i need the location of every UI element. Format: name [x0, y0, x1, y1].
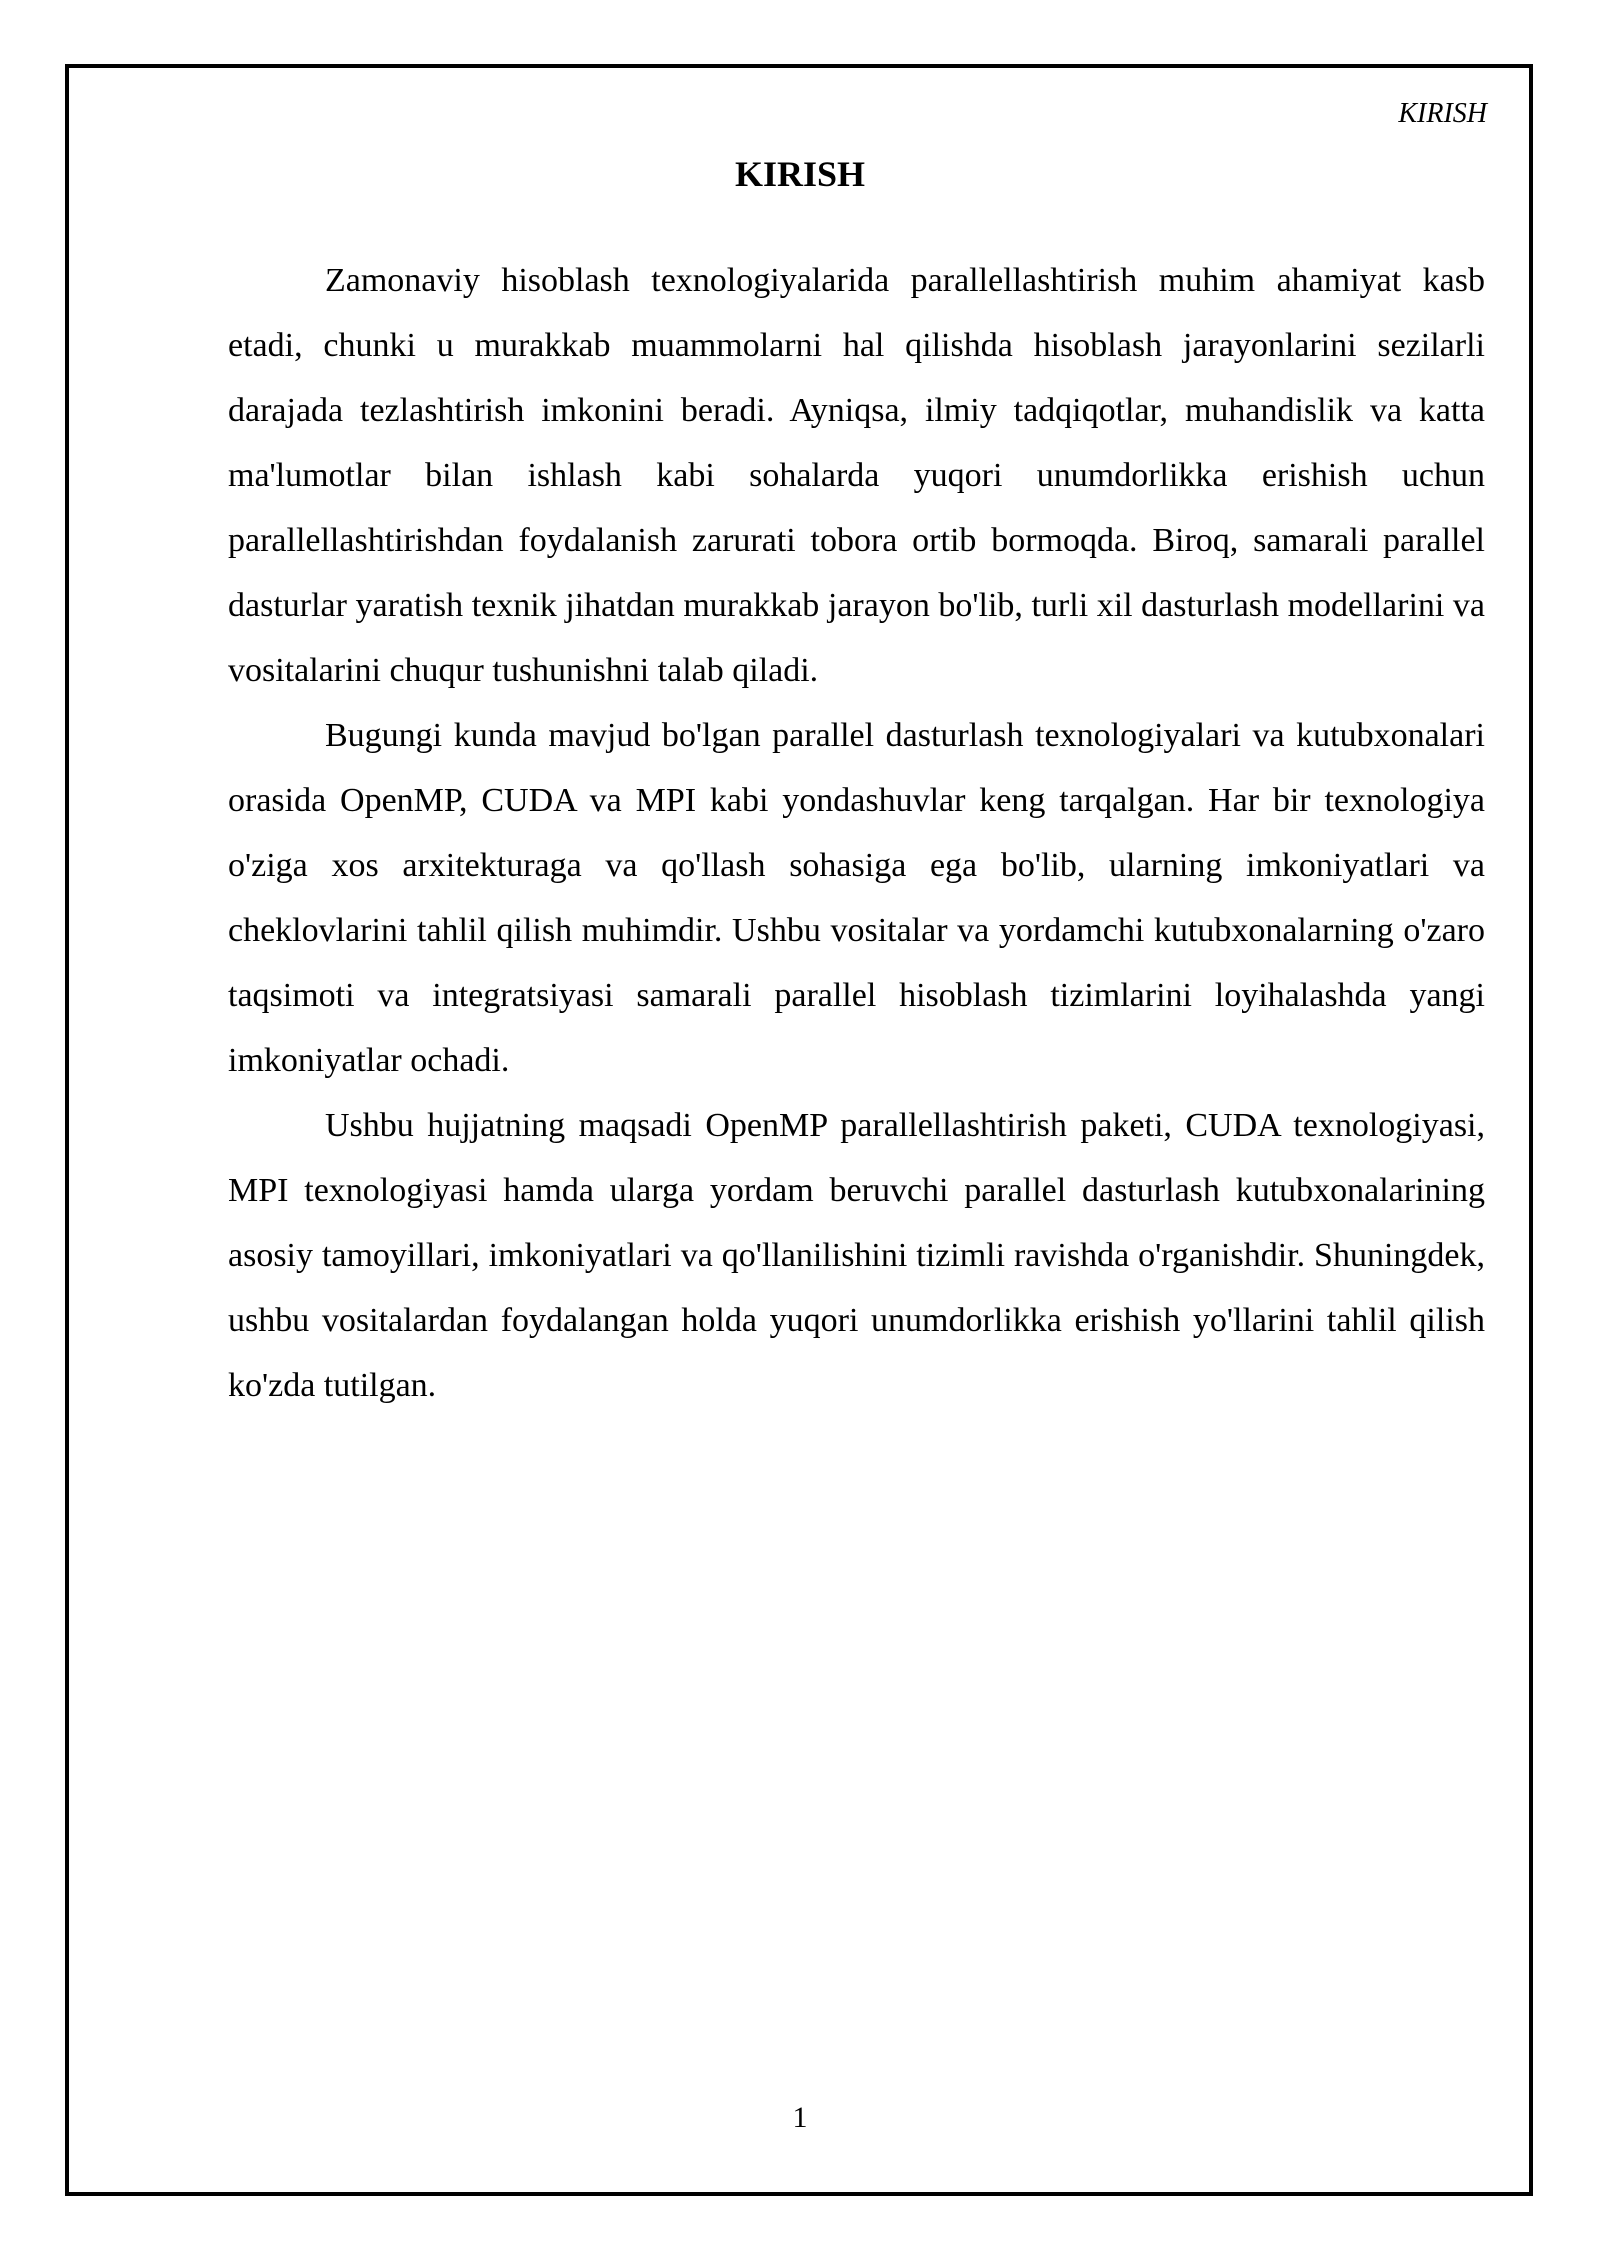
body-text	[228, 248, 1485, 1418]
paragraph: Bugungi kunda mavjud bo'lgan parallel dasturlash texnologiyalari va kutubxonalari orasida OpenMP, CUDA va MPI kabi yondashuvlar keng tarqalgan. Har bir texnologiya o'ziga xos arxitekturaga va qo'llash sohasiga ega bo'lib, ularning imkoniyatlari va cheklovlarini tahlil qilish muhimdir. Ushbu vositalar va yordamchi kutubxonalarning o'zaro taqsimoti va integratsiyasi samarali parallel hisoblash tizimlarini loyihalashda yangi imkoniyatlar ochadi.	[228, 717, 1485, 1079]
section-title: KIRISH	[734, 154, 866, 194]
running-header: KIRISH	[1398, 98, 1487, 129]
page-number: 1	[792, 2101, 808, 2134]
paragraph: Zamonaviy hisoblash texnologiyalarida parallellashtirish muhim ahamiyat kasb etadi, chunki u murakkab muammolarni hal qilishda hisoblash jarayonlarini sezilarli darajada tezlashtirish imkonini beradi. Ayniqsa, ilmiy tadqiqotlar, muhandislik va katta ma'lumotlar bilan ishlash kabi sohalarda yuqori unumdorlikka erishish uchun parallellashtirishdan foydalanish zarurati tobora ortib bormoqda. Biroq, samarali parallel dasturlar yaratish texnik jihatdan murakkab jarayon bo'lib, turli xil dasturlash modellarini va vositalarini chuqur tushunishni talab qiladi.	[228, 262, 1485, 689]
paragraph: Ushbu hujjatning maqsadi OpenMP parallellashtirish paketi, CUDA texnologiyasi, MPI texnologiyasi hamda ularga yordam beruvchi parallel dasturlash kutubxonalarining asosiy tamoyillari, imkoniyatlari va qo'llanilishini tizimli ravishda o'rganishdir. Shuningdek, ushbu vositalardan foydalangan holda yuqori unumdorlikka erishish yo'llarini tahlil qilish ko'zda tutilgan.	[228, 1107, 1485, 1404]
